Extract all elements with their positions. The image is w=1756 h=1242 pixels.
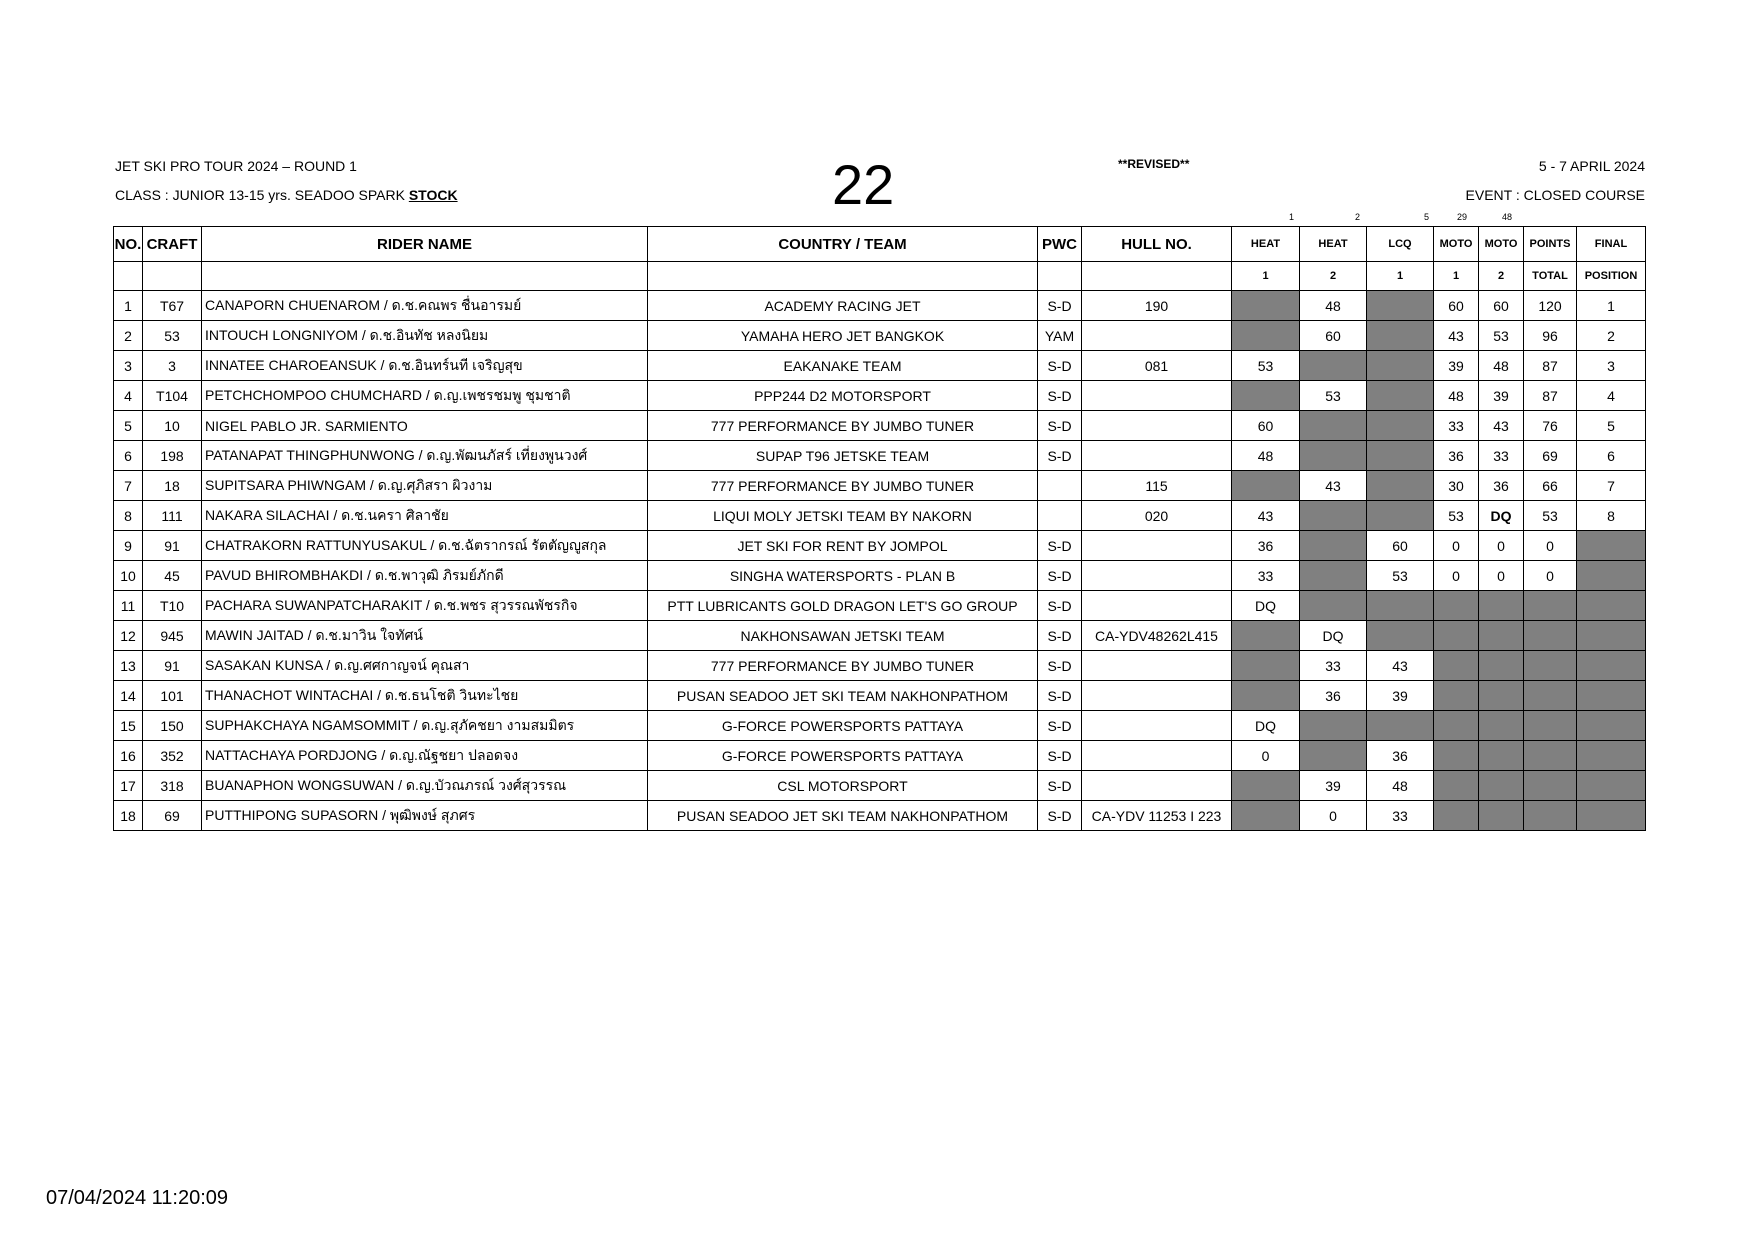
cell-moto1: 33 bbox=[1434, 411, 1479, 441]
cell-pwc: S-D bbox=[1038, 291, 1082, 321]
cell-heat1 bbox=[1232, 381, 1300, 411]
cell-moto2: 39 bbox=[1479, 381, 1524, 411]
results-table bbox=[113, 226, 1646, 831]
cell-hull: 190 bbox=[1082, 291, 1232, 321]
cell-heat2: 53 bbox=[1300, 381, 1367, 411]
cell-team: PUSAN SEADOO JET SKI TEAM NAKHONPATHOM bbox=[648, 681, 1038, 711]
cell-lcq: 43 bbox=[1367, 651, 1434, 681]
cell-points: 66 bbox=[1524, 471, 1577, 501]
cell-pwc: S-D bbox=[1038, 741, 1082, 771]
cell-rider: NIGEL PABLO JR. SARMIENTO bbox=[202, 411, 648, 441]
table-row bbox=[114, 291, 1646, 321]
sub-points: TOTAL bbox=[1524, 262, 1577, 291]
col-team: COUNTRY / TEAM bbox=[648, 227, 1038, 262]
table-row bbox=[114, 561, 1646, 591]
cell-points: 53 bbox=[1524, 501, 1577, 531]
cell-points bbox=[1524, 801, 1577, 831]
cell-team: SUPAP T96 JETSKE TEAM bbox=[648, 441, 1038, 471]
cell-team: PUSAN SEADOO JET SKI TEAM NAKHONPATHOM bbox=[648, 801, 1038, 831]
cell-craft: 111 bbox=[143, 501, 202, 531]
cell-hull bbox=[1082, 651, 1232, 681]
cell-lcq: 36 bbox=[1367, 741, 1434, 771]
cell-pwc: S-D bbox=[1038, 351, 1082, 381]
cell-hull bbox=[1082, 711, 1232, 741]
cell-rider: THANACHOT WINTACHAI / ด.ช.ธนโชติ วินทะไชย bbox=[202, 681, 648, 711]
cell-hull bbox=[1082, 681, 1232, 711]
cell-moto2: 33 bbox=[1479, 441, 1524, 471]
cell-pwc: S-D bbox=[1038, 771, 1082, 801]
cell-moto2 bbox=[1479, 801, 1524, 831]
cell-points bbox=[1524, 741, 1577, 771]
cell-rider: INNATEE CHAROEANSUK / ด.ช.อินทร์นที เจริญสุข bbox=[202, 351, 648, 381]
cell-points: 69 bbox=[1524, 441, 1577, 471]
cell-heat2 bbox=[1300, 591, 1367, 621]
col-hull: HULL NO. bbox=[1082, 227, 1232, 262]
class-stock: STOCK bbox=[408, 187, 458, 203]
cell-heat1: DQ bbox=[1232, 591, 1300, 621]
cell-craft: 69 bbox=[143, 801, 202, 831]
cell-moto1: 53 bbox=[1434, 501, 1479, 531]
cell-moto1: 43 bbox=[1434, 321, 1479, 351]
col-no: NO. bbox=[114, 227, 143, 262]
cell-team: JET SKI FOR RENT BY JOMPOL bbox=[648, 531, 1038, 561]
revised-label: **REVISED** bbox=[1118, 157, 1190, 171]
cell-heat2 bbox=[1300, 531, 1367, 561]
sub-empty bbox=[143, 262, 202, 291]
cell-team: LIQUI MOLY JETSKI TEAM BY NAKORN bbox=[648, 501, 1038, 531]
small-number: 48 bbox=[1502, 212, 1513, 222]
class-label: CLASS : JUNIOR 13-15 yrs. SEADOO SPARK bbox=[115, 187, 409, 203]
cell-no: 10 bbox=[114, 561, 143, 591]
cell-hull bbox=[1082, 531, 1232, 561]
cell-hull bbox=[1082, 741, 1232, 771]
cell-team: 777 PERFORMANCE BY JUMBO TUNER bbox=[648, 411, 1038, 441]
cell-heat1: 60 bbox=[1232, 411, 1300, 441]
cell-rider: NATTACHAYA PORDJONG / ด.ญ.ณัฐชยา ปลอดจง bbox=[202, 741, 648, 771]
cell-craft: T67 bbox=[143, 291, 202, 321]
cell-no: 8 bbox=[114, 501, 143, 531]
cell-rider: SASAKAN KUNSA / ด.ญ.ศศกาญจน์ คุณสา bbox=[202, 651, 648, 681]
small-number: 5 bbox=[1424, 212, 1430, 222]
cell-pwc: S-D bbox=[1038, 621, 1082, 651]
cell-heat2 bbox=[1300, 741, 1367, 771]
cell-pwc: S-D bbox=[1038, 801, 1082, 831]
cell-points: 87 bbox=[1524, 351, 1577, 381]
table-row bbox=[114, 471, 1646, 501]
event-date: 5 - 7 APRIL 2024 bbox=[1538, 158, 1645, 174]
table-row bbox=[114, 681, 1646, 711]
cell-no: 17 bbox=[114, 771, 143, 801]
cell-moto1: 36 bbox=[1434, 441, 1479, 471]
cell-team: ACADEMY RACING JET bbox=[648, 291, 1038, 321]
sub-empty bbox=[1038, 262, 1082, 291]
cell-pwc: YAM bbox=[1038, 321, 1082, 351]
cell-heat1 bbox=[1232, 291, 1300, 321]
cell-points: 76 bbox=[1524, 411, 1577, 441]
cell-craft: T10 bbox=[143, 591, 202, 621]
cell-moto2: 48 bbox=[1479, 351, 1524, 381]
cell-team: G-FORCE POWERSPORTS PATTAYA bbox=[648, 711, 1038, 741]
cell-no: 5 bbox=[114, 411, 143, 441]
cell-rider: SUPHAKCHAYA NGAMSOMMIT / ด.ญ.สุภัคชยา งามสมมิตร bbox=[202, 711, 648, 741]
cell-final: 2 bbox=[1577, 321, 1646, 351]
cell-final bbox=[1577, 651, 1646, 681]
cell-heat1: 48 bbox=[1232, 441, 1300, 471]
cell-final bbox=[1577, 801, 1646, 831]
small-number: 29 bbox=[1457, 212, 1468, 222]
cell-lcq: 39 bbox=[1367, 681, 1434, 711]
cell-heat1: DQ bbox=[1232, 711, 1300, 741]
cell-hull bbox=[1082, 441, 1232, 471]
cell-lcq bbox=[1367, 501, 1434, 531]
event-type: EVENT : CLOSED COURSE bbox=[1465, 187, 1645, 203]
cell-hull bbox=[1082, 381, 1232, 411]
table-row bbox=[114, 351, 1646, 381]
cell-craft: 91 bbox=[143, 531, 202, 561]
col-points: POINTS bbox=[1524, 227, 1577, 262]
cell-lcq: 48 bbox=[1367, 771, 1434, 801]
cell-final bbox=[1577, 591, 1646, 621]
cell-moto2 bbox=[1479, 651, 1524, 681]
sub-empty bbox=[648, 262, 1038, 291]
cell-heat2: 48 bbox=[1300, 291, 1367, 321]
cell-lcq bbox=[1367, 441, 1434, 471]
table-row bbox=[114, 381, 1646, 411]
cell-heat2 bbox=[1300, 411, 1367, 441]
cell-final bbox=[1577, 561, 1646, 591]
cell-rider: PAVUD BHIROMBHAKDI / ด.ช.พาวุฒิ ภิรมย์ภักดี bbox=[202, 561, 648, 591]
cell-final: 4 bbox=[1577, 381, 1646, 411]
cell-team: EAKANAKE TEAM bbox=[648, 351, 1038, 381]
cell-final: 1 bbox=[1577, 291, 1646, 321]
cell-heat1 bbox=[1232, 321, 1300, 351]
cell-final: 3 bbox=[1577, 351, 1646, 381]
cell-moto1 bbox=[1434, 591, 1479, 621]
cell-moto2: 43 bbox=[1479, 411, 1524, 441]
cell-moto1 bbox=[1434, 771, 1479, 801]
col-heat2: HEAT bbox=[1300, 227, 1367, 262]
cell-moto1: 48 bbox=[1434, 381, 1479, 411]
small-number: 2 bbox=[1355, 212, 1361, 222]
cell-lcq bbox=[1367, 381, 1434, 411]
cell-craft: T104 bbox=[143, 381, 202, 411]
cell-craft: 150 bbox=[143, 711, 202, 741]
cell-team: 777 PERFORMANCE BY JUMBO TUNER bbox=[648, 471, 1038, 501]
cell-craft: 198 bbox=[143, 441, 202, 471]
col-heat1: HEAT bbox=[1232, 227, 1300, 262]
cell-moto2: 60 bbox=[1479, 291, 1524, 321]
cell-pwc: S-D bbox=[1038, 711, 1082, 741]
cell-team: NAKHONSAWAN JETSKI TEAM bbox=[648, 621, 1038, 651]
small-number: 1 bbox=[1289, 212, 1295, 222]
cell-rider: INTOUCH LONGNIYOM / ด.ช.อินทัช หลงนิยม bbox=[202, 321, 648, 351]
cell-heat2 bbox=[1300, 351, 1367, 381]
cell-no: 9 bbox=[114, 531, 143, 561]
cell-moto1: 60 bbox=[1434, 291, 1479, 321]
cell-heat2: 0 bbox=[1300, 801, 1367, 831]
sub-final: POSITION bbox=[1577, 262, 1646, 291]
cell-lcq bbox=[1367, 621, 1434, 651]
cell-heat1: 43 bbox=[1232, 501, 1300, 531]
cell-rider: MAWIN JAITAD / ด.ช.มาวิน ใจทัศน์ bbox=[202, 621, 648, 651]
cell-heat2: 33 bbox=[1300, 651, 1367, 681]
class-number: 22 bbox=[832, 153, 895, 216]
class-line bbox=[115, 187, 458, 203]
header-row bbox=[114, 227, 1646, 262]
cell-final bbox=[1577, 681, 1646, 711]
sub-empty bbox=[114, 262, 143, 291]
cell-points bbox=[1524, 771, 1577, 801]
table-row bbox=[114, 441, 1646, 471]
cell-rider: PATANAPAT THINGPHUNWONG / ด.ญ.พัฒนภัสร์ เที่ยงพูนวงศ์ bbox=[202, 441, 648, 471]
cell-moto2 bbox=[1479, 621, 1524, 651]
cell-final bbox=[1577, 621, 1646, 651]
cell-moto2: 0 bbox=[1479, 531, 1524, 561]
cell-moto1: 0 bbox=[1434, 531, 1479, 561]
cell-no: 14 bbox=[114, 681, 143, 711]
cell-craft: 53 bbox=[143, 321, 202, 351]
cell-craft: 45 bbox=[143, 561, 202, 591]
cell-points bbox=[1524, 711, 1577, 741]
cell-moto2 bbox=[1479, 741, 1524, 771]
sub-empty bbox=[202, 262, 648, 291]
cell-final bbox=[1577, 741, 1646, 771]
cell-moto2 bbox=[1479, 591, 1524, 621]
col-lcq: LCQ bbox=[1367, 227, 1434, 262]
table-row bbox=[114, 591, 1646, 621]
cell-heat1: 0 bbox=[1232, 741, 1300, 771]
cell-lcq bbox=[1367, 411, 1434, 441]
sub-empty bbox=[1082, 262, 1232, 291]
col-pwc: PWC bbox=[1038, 227, 1082, 262]
cell-moto1 bbox=[1434, 621, 1479, 651]
cell-lcq bbox=[1367, 291, 1434, 321]
sub-moto2: 2 bbox=[1479, 262, 1524, 291]
cell-hull bbox=[1082, 561, 1232, 591]
cell-team: 777 PERFORMANCE BY JUMBO TUNER bbox=[648, 651, 1038, 681]
cell-rider: SUPITSARA PHIWNGAM / ด.ญ.ศุภิสรา ผิวงาม bbox=[202, 471, 648, 501]
cell-lcq bbox=[1367, 351, 1434, 381]
cell-points bbox=[1524, 591, 1577, 621]
cell-points: 87 bbox=[1524, 381, 1577, 411]
cell-craft: 91 bbox=[143, 651, 202, 681]
cell-moto2 bbox=[1479, 711, 1524, 741]
cell-lcq: 60 bbox=[1367, 531, 1434, 561]
cell-heat1 bbox=[1232, 621, 1300, 651]
cell-no: 2 bbox=[114, 321, 143, 351]
cell-heat1 bbox=[1232, 681, 1300, 711]
cell-hull: 115 bbox=[1082, 471, 1232, 501]
cell-final bbox=[1577, 711, 1646, 741]
cell-craft: 945 bbox=[143, 621, 202, 651]
cell-pwc: S-D bbox=[1038, 561, 1082, 591]
cell-pwc: S-D bbox=[1038, 381, 1082, 411]
cell-rider: PUTTHIPONG SUPASORN / พุฒิพงษ์ สุภศร bbox=[202, 801, 648, 831]
cell-no: 7 bbox=[114, 471, 143, 501]
col-rider: RIDER NAME bbox=[202, 227, 648, 262]
cell-team: PTT LUBRICANTS GOLD DRAGON LET'S GO GROUP bbox=[648, 591, 1038, 621]
cell-hull: CA-YDV 11253 I 223 bbox=[1082, 801, 1232, 831]
table-row bbox=[114, 651, 1646, 681]
cell-team: SINGHA WATERSPORTS - PLAN B bbox=[648, 561, 1038, 591]
cell-pwc: S-D bbox=[1038, 591, 1082, 621]
cell-moto1: 30 bbox=[1434, 471, 1479, 501]
cell-points: 0 bbox=[1524, 531, 1577, 561]
cell-moto1 bbox=[1434, 711, 1479, 741]
cell-moto1: 0 bbox=[1434, 561, 1479, 591]
cell-heat1 bbox=[1232, 651, 1300, 681]
results-body bbox=[114, 291, 1646, 831]
cell-final: 5 bbox=[1577, 411, 1646, 441]
cell-rider: CANAPORN CHUENAROM / ด.ช.คณพร ชื่นอารมย์ bbox=[202, 291, 648, 321]
cell-heat2 bbox=[1300, 711, 1367, 741]
cell-points: 120 bbox=[1524, 291, 1577, 321]
cell-heat1: 53 bbox=[1232, 351, 1300, 381]
cell-final: 7 bbox=[1577, 471, 1646, 501]
cell-craft: 101 bbox=[143, 681, 202, 711]
cell-final: 6 bbox=[1577, 441, 1646, 471]
cell-no: 15 bbox=[114, 711, 143, 741]
cell-final bbox=[1577, 771, 1646, 801]
table-row bbox=[114, 321, 1646, 351]
cell-lcq bbox=[1367, 321, 1434, 351]
cell-no: 1 bbox=[114, 291, 143, 321]
cell-no: 3 bbox=[114, 351, 143, 381]
cell-moto2 bbox=[1479, 771, 1524, 801]
cell-craft: 18 bbox=[143, 471, 202, 501]
cell-points: 96 bbox=[1524, 321, 1577, 351]
print-timestamp: 07/04/2024 11:20:09 bbox=[46, 1187, 229, 1209]
sub-moto1: 1 bbox=[1434, 262, 1479, 291]
cell-heat2: 39 bbox=[1300, 771, 1367, 801]
cell-pwc bbox=[1038, 471, 1082, 501]
cell-heat1 bbox=[1232, 801, 1300, 831]
cell-heat1 bbox=[1232, 771, 1300, 801]
cell-hull bbox=[1082, 321, 1232, 351]
cell-craft: 352 bbox=[143, 741, 202, 771]
cell-heat1: 33 bbox=[1232, 561, 1300, 591]
cell-craft: 318 bbox=[143, 771, 202, 801]
cell-no: 13 bbox=[114, 651, 143, 681]
cell-craft: 3 bbox=[143, 351, 202, 381]
cell-moto2: 0 bbox=[1479, 561, 1524, 591]
cell-hull bbox=[1082, 771, 1232, 801]
cell-moto1 bbox=[1434, 801, 1479, 831]
cell-hull bbox=[1082, 411, 1232, 441]
cell-lcq: 53 bbox=[1367, 561, 1434, 591]
col-moto1: MOTO bbox=[1434, 227, 1479, 262]
cell-pwc: S-D bbox=[1038, 651, 1082, 681]
cell-no: 18 bbox=[114, 801, 143, 831]
cell-rider: CHATRAKORN RATTUNYUSAKUL / ด.ช.ฉัตรากรณ์ รัตตัญญูสกุล bbox=[202, 531, 648, 561]
cell-heat2: 60 bbox=[1300, 321, 1367, 351]
cell-moto2: 36 bbox=[1479, 471, 1524, 501]
col-craft: CRAFT bbox=[143, 227, 202, 262]
table-row bbox=[114, 501, 1646, 531]
table-row bbox=[114, 771, 1646, 801]
cell-moto2: DQ bbox=[1479, 501, 1524, 531]
sub-heat2: 2 bbox=[1300, 262, 1367, 291]
cell-moto1 bbox=[1434, 681, 1479, 711]
cell-pwc: S-D bbox=[1038, 681, 1082, 711]
cell-pwc: S-D bbox=[1038, 411, 1082, 441]
cell-final: 8 bbox=[1577, 501, 1646, 531]
table-row bbox=[114, 411, 1646, 441]
cell-hull bbox=[1082, 591, 1232, 621]
cell-hull: CA-YDV48262L415 bbox=[1082, 621, 1232, 651]
cell-moto1: 39 bbox=[1434, 351, 1479, 381]
cell-team: CSL MOTORSPORT bbox=[648, 771, 1038, 801]
cell-craft: 10 bbox=[143, 411, 202, 441]
cell-points: 0 bbox=[1524, 561, 1577, 591]
table-row bbox=[114, 801, 1646, 831]
cell-heat1: 36 bbox=[1232, 531, 1300, 561]
table-row bbox=[114, 711, 1646, 741]
cell-no: 11 bbox=[114, 591, 143, 621]
cell-heat2 bbox=[1300, 561, 1367, 591]
cell-no: 4 bbox=[114, 381, 143, 411]
cell-points bbox=[1524, 651, 1577, 681]
cell-lcq bbox=[1367, 591, 1434, 621]
col-moto2: MOTO bbox=[1479, 227, 1524, 262]
cell-pwc: S-D bbox=[1038, 531, 1082, 561]
cell-rider: BUANAPHON WONGSUWAN / ด.ญ.บัวณภรณ์ วงศ์สุวรรณ bbox=[202, 771, 648, 801]
cell-no: 16 bbox=[114, 741, 143, 771]
cell-heat1 bbox=[1232, 471, 1300, 501]
cell-team: G-FORCE POWERSPORTS PATTAYA bbox=[648, 741, 1038, 771]
cell-points bbox=[1524, 621, 1577, 651]
table-row bbox=[114, 531, 1646, 561]
cell-points bbox=[1524, 681, 1577, 711]
cell-rider: NAKARA SILACHAI / ด.ช.นครา ศิลาชัย bbox=[202, 501, 648, 531]
table-row bbox=[114, 621, 1646, 651]
cell-lcq bbox=[1367, 471, 1434, 501]
sub-lcq: 1 bbox=[1367, 262, 1434, 291]
cell-moto1 bbox=[1434, 651, 1479, 681]
cell-no: 12 bbox=[114, 621, 143, 651]
cell-no: 6 bbox=[114, 441, 143, 471]
cell-team: YAMAHA HERO JET BANGKOK bbox=[648, 321, 1038, 351]
cell-heat2: 36 bbox=[1300, 681, 1367, 711]
col-final: FINAL bbox=[1577, 227, 1646, 262]
cell-heat2 bbox=[1300, 501, 1367, 531]
cell-heat2 bbox=[1300, 441, 1367, 471]
cell-pwc bbox=[1038, 501, 1082, 531]
cell-moto2 bbox=[1479, 681, 1524, 711]
cell-rider: PACHARA SUWANPATCHARAKIT / ด.ช.พชร สุวรรณพัชรกิจ bbox=[202, 591, 648, 621]
event-title: JET SKI PRO TOUR 2024 – ROUND 1 bbox=[115, 158, 357, 174]
cell-rider: PETCHCHOMPOO CHUMCHARD / ด.ญ.เพชรชมพู ชุมชาติ bbox=[202, 381, 648, 411]
cell-final bbox=[1577, 531, 1646, 561]
cell-team: PPP244 D2 MOTORSPORT bbox=[648, 381, 1038, 411]
sub-heat1: 1 bbox=[1232, 262, 1300, 291]
cell-lcq: 33 bbox=[1367, 801, 1434, 831]
cell-heat2: 43 bbox=[1300, 471, 1367, 501]
table-row bbox=[114, 741, 1646, 771]
cell-moto2: 53 bbox=[1479, 321, 1524, 351]
subheader-row bbox=[114, 262, 1646, 291]
cell-hull: 081 bbox=[1082, 351, 1232, 381]
cell-moto1 bbox=[1434, 741, 1479, 771]
cell-hull: 020 bbox=[1082, 501, 1232, 531]
cell-lcq bbox=[1367, 711, 1434, 741]
cell-pwc: S-D bbox=[1038, 441, 1082, 471]
cell-heat2: DQ bbox=[1300, 621, 1367, 651]
